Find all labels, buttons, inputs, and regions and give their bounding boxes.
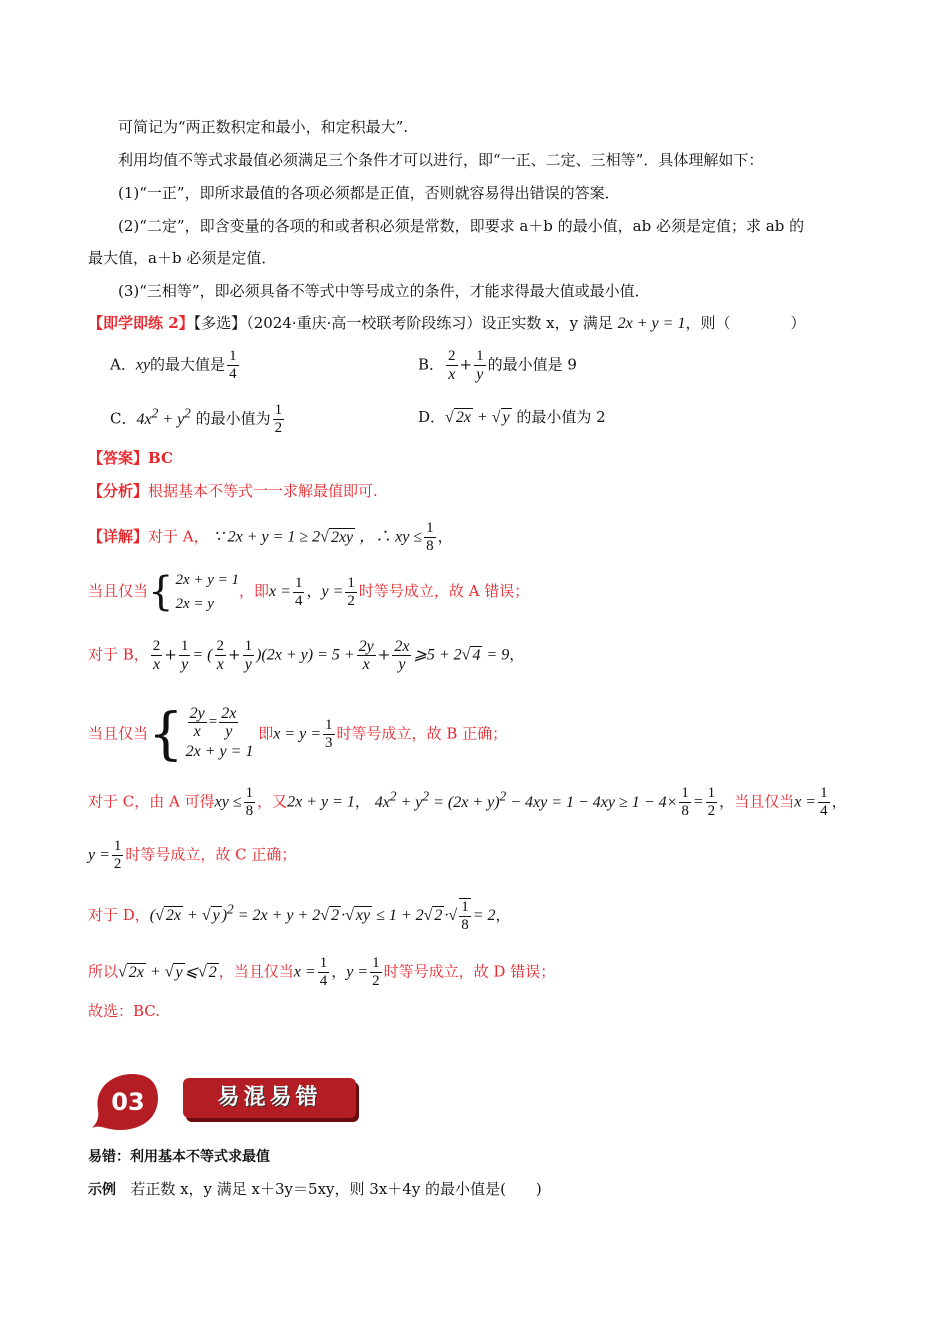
detail-d2-text: 所以 — [88, 962, 119, 981]
section-badge — [90, 1070, 160, 1132]
intro-p3: (1)“一正”，即所求最值的各项必须都是正值，否则就容易得出错误的答案． — [118, 184, 620, 202]
intro-p4b: 最大值，a＋b 必须是定值． — [88, 249, 277, 267]
detail-d2c: 时等号成立，故 D 错误； — [383, 962, 556, 981]
exercise-header — [88, 312, 805, 335]
exercise-tag: 【即学即练 2】 — [88, 314, 194, 332]
exercise-condition: 2x + y = 1 — [617, 315, 686, 332]
detail-a1-text: 对于 A， — [148, 527, 209, 546]
detail-b2: 当且仅当{ $\frac{2y}{x}$ = $\frac{2x}{y}$ 2x + y = 1 即x = y = $\frac{1}{3}$ 时等号成立，故 B 正确； — [88, 701, 508, 767]
option-d[interactable]: D．√ 2x + √ y 的最小值为 2 — [418, 408, 606, 426]
detail-a1: 【详解】对于 A， ∵ 2x + y = 1 ≥ 2√ 2xy ，∴ xy ≤ $\frac{1}{8}$ ， — [88, 520, 453, 554]
detail-c1b: ，又 — [257, 792, 288, 811]
detail-tag: 【详解】 — [88, 527, 149, 546]
option-b-label: B． — [418, 355, 445, 374]
detail-a2c: 时等号成立，故 A 错误； — [358, 582, 530, 600]
option-d-text: 的最小值为 2 — [516, 408, 606, 426]
section-number: 03 — [111, 1088, 145, 1116]
detail-a2-text: 当且仅当 — [88, 582, 149, 600]
option-d-label: D． — [418, 408, 446, 426]
intro-p2: 利用均值不等式求最值必须满足三个条件才可以进行，即“一正、二定、三相等”．具体理解如下： — [118, 151, 764, 169]
detail-d1: 对于 D，(√ 2x + √ y )$^2$ = 2x + y + 2√ 2 ·√ xy ≤ 1 + 2√ 2 ·√ $\frac{1}{8}$ = 2， — [88, 899, 511, 933]
intro-p4a: (2)“二定”，即含变量的各项的和或者积必须是常数，即要求 a＋b 的最小值，ab 必须是定值；求 ab 的 — [118, 217, 805, 235]
option-a-text: 的最大值是 — [150, 355, 226, 374]
detail-a2b: ，即 — [239, 582, 270, 600]
detail-end: 故选：BC. — [88, 1002, 161, 1020]
detail-b1: 对于 B， $\frac{2}{x}$ + $\frac{1}{y}$ = ( $\frac{2}{x}$ + $\frac{1}{y}$ )(2x + y) = 5 + $\frac{2y}{x}$ + $\frac{2x}{y}$ ⩾5 + 2√ 4 = 9， — [88, 638, 525, 673]
detail-c1-text: 对于 C，由 A 可得 — [88, 792, 215, 811]
option-b-text: 的最小值是 9 — [487, 355, 577, 374]
option-c[interactable]: C．$4x^2 + y^2$ 的最小值为 $\frac{1}{2}$ — [110, 402, 283, 436]
detail-d2: 所以√ 2x + √ y ⩽√ 2 ，当且仅当x = $\frac{1}{4}$ ，y = $\frac{1}{2}$ 时等号成立，故 D 错误； — [88, 955, 556, 989]
example-label: 示例 — [88, 1182, 116, 1198]
section-banner — [183, 1078, 356, 1118]
mistake-title: 易错：利用基本不等式求最值 — [88, 1149, 270, 1165]
detail-b2-text: 当且仅当 — [88, 724, 149, 743]
detail-a2: 当且仅当{ 2x + y = 1 2x = y ，即x = $\frac{1}{4}$ ，y = $\frac{1}{2}$ 时等号成立，故 A 错误； — [88, 569, 530, 615]
answer-tag: 【答案】 — [88, 449, 149, 467]
answer-value: BC — [148, 449, 173, 467]
example-text: 若正数 x，y 满足 x＋3y＝5xy，则 3x＋4y 的最小值是( ) — [130, 1180, 542, 1198]
analysis-tag: 【分析】 — [88, 482, 149, 500]
option-b[interactable]: B． $\frac{2}{x}$ + $\frac{1}{y}$ 的最小值是 9 — [418, 348, 577, 383]
exercise-type: 【多选】 — [193, 314, 247, 332]
section-title: 易混易错 — [217, 1085, 322, 1110]
detail-b2b: 即 — [258, 724, 274, 743]
detail-d1-text: 对于 D， — [88, 906, 150, 924]
analysis-line — [88, 480, 378, 502]
option-a[interactable]: A．xy的最大值是 $\frac{1}{4}$ — [110, 348, 237, 382]
detail-c2-text: 时等号成立，故 C 正确； — [125, 845, 297, 864]
exercise-tail: ，则（ ） — [685, 314, 806, 332]
intro-p1: 可简记为“两正数积定和最小，和定积最大”. — [118, 118, 409, 136]
detail-b1-text: 对于 B， — [88, 645, 149, 664]
mistake-example — [88, 1178, 542, 1201]
option-c-label: C． — [110, 409, 137, 428]
answer-line — [88, 447, 173, 469]
detail-b2c: 时等号成立，故 B 正确； — [336, 724, 508, 743]
intro-p5: (3)“三相等”，即必须具备不等式中等号成立的条件，才能求得最大值或最小值． — [118, 282, 650, 300]
analysis-text: 根据基本不等式一一求解最值即可. — [148, 482, 378, 500]
exercise-source: （2024·重庆·高一校联考阶段练习）设正实数 x，y 满足 — [246, 314, 613, 332]
option-a-label: A． — [110, 355, 136, 374]
detail-c1c: 当且仅当 — [734, 792, 795, 811]
detail-c1: 对于 C，由 A 可得xy ≤ $\frac{1}{8}$ ，又2x + y = 1， $4x^2 + y^2 = (2x + y)^2 - 4xy = 1 - 4xy \ge 1 - 4\times$ $\frac{1}{8}$ = $\frac{1}{2}$ ，当且仅当x = $\frac{1}{4}$ ， — [88, 785, 847, 819]
option-c-text: 的最小值为 — [195, 409, 271, 428]
detail-c2: y = $\frac{1}{2}$ 时等号成立，故 C 正确； — [88, 838, 297, 872]
detail-d2b: ，当且仅当 — [218, 962, 294, 981]
